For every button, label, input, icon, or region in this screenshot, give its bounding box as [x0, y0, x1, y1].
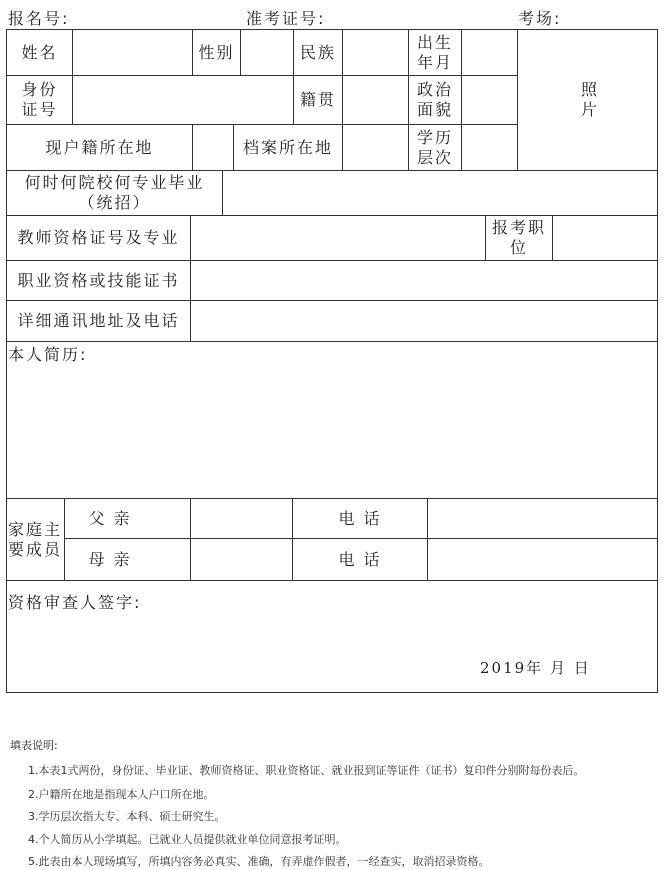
- graduation-label: 何时何院校何专业毕业 （统招）: [24, 173, 205, 212]
- address-phone-label: 详细通讯地址及电话: [17, 311, 180, 330]
- archive-label: 档案所在地: [242, 137, 333, 157]
- position-label: 报考职 位: [491, 218, 546, 257]
- birth-month-label: 出生 年月: [416, 32, 453, 72]
- table-border-bottom: [6, 692, 658, 693]
- note-item: 1.本表1式两份，身份证、毕业证、教师资格证、职业资格证、就业报到证等证件（证书）复印件分别附每份表后。: [28, 764, 585, 777]
- table-border-right: [657, 29, 658, 693]
- name-label: 姓名: [21, 42, 58, 62]
- family-label: 家庭主 要成员: [8, 519, 63, 559]
- id-card-label: 身份 证号: [21, 80, 58, 119]
- photo-label: 照 片: [580, 80, 599, 119]
- father-label: 父 亲: [88, 508, 132, 528]
- education-level-label: 学历 层次: [416, 127, 453, 167]
- prof-cert-label: 职业资格或技能证书: [17, 270, 180, 290]
- gender-label: 性别: [198, 42, 235, 62]
- teacher-cert-label: 教师资格证号及专业: [17, 228, 180, 247]
- resume-label: 本人简历:: [8, 345, 88, 364]
- mother-phone-label: 电 话: [338, 549, 382, 569]
- notes-title: 填表说明:: [10, 739, 58, 752]
- admission-no-label: 准考证号:: [246, 9, 326, 28]
- father-phone-label: 电 话: [338, 508, 382, 528]
- mother-label: 母 亲: [88, 549, 132, 569]
- residence-label: 现户籍所在地: [45, 137, 154, 157]
- date-line: 2019年 月 日: [480, 658, 591, 677]
- native-place-label: 籍贯: [299, 90, 336, 109]
- review-signature-label: 资格审查人签字:: [8, 593, 142, 612]
- political-status-label: 政治 面貌: [416, 80, 453, 119]
- note-item: 2.户籍所在地是指现本人户口所在地。: [28, 788, 215, 801]
- registration-no-label: 报名号:: [8, 9, 70, 28]
- ethnicity-label: 民族: [299, 42, 336, 62]
- exam-room-label: 考场:: [518, 9, 562, 28]
- note-item: 3.学历层次指大专、本科、硕士研究生。: [28, 810, 226, 823]
- note-item: 4.个人简历从小学填起。已就业人员提供就业单位同意报考证明。: [28, 833, 347, 846]
- note-item: 5.此表由本人现场填写，所填内容务必真实、准确，有弄虚作假者，一经查实，取消招录资格。: [28, 855, 490, 868]
